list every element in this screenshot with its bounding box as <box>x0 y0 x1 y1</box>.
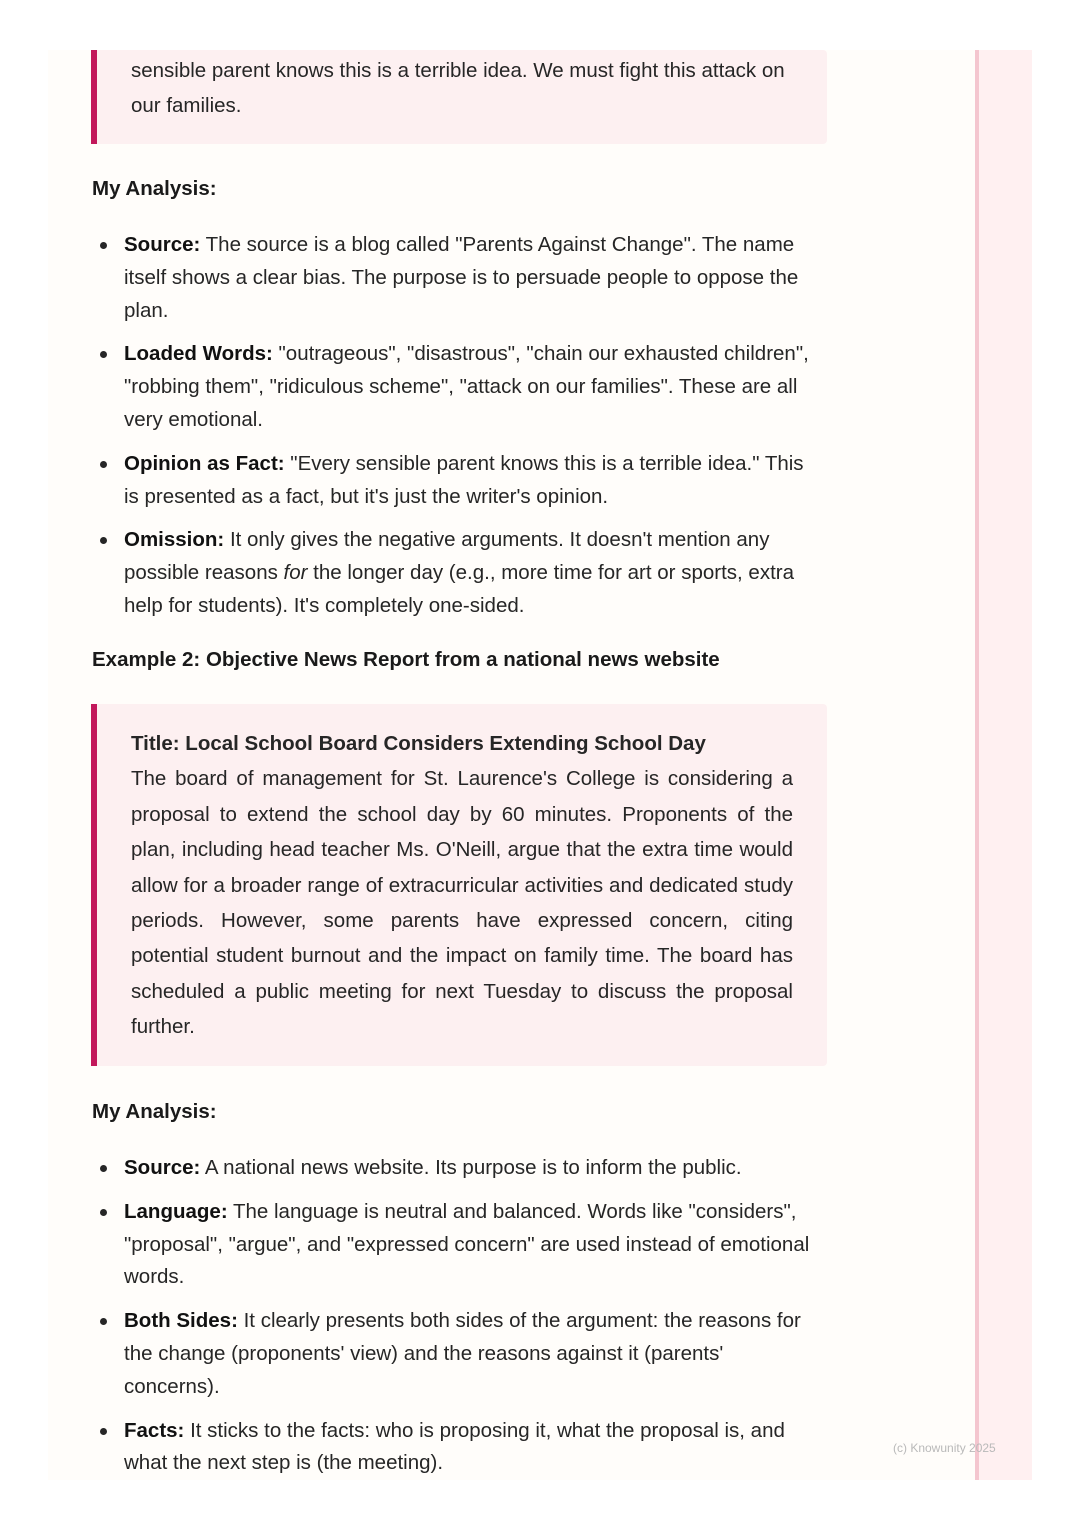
list-item <box>0 338 824 436</box>
side-margin-line <box>975 50 979 1480</box>
quote-block-blog <box>91 50 827 144</box>
watermark: (c) Knowunity 2025 <box>893 1441 996 1455</box>
list-item-term: Source: <box>124 233 201 256</box>
quote-block-news <box>91 704 827 1066</box>
list-item-term: Both Sides: <box>124 1309 238 1333</box>
analysis-heading-2: My Analysis: <box>92 1100 217 1123</box>
list-item-text: It clearly presents both sides of the argument: the reasons for the change (proponents' view) and the reasons against it (parents' concerns). <box>124 1309 801 1398</box>
list-item-text: The language is neutral and balanced. Words like "considers", "proposal", "argue", and "expressed concern" are used instead of emotional words. <box>124 1199 810 1289</box>
list-item-term: Source: <box>124 1156 201 1179</box>
list-item <box>0 524 824 622</box>
list-item-text: It only gives the negative arguments. It doesn't mention any possible reasons <box>124 528 770 585</box>
analysis-heading-1: My Analysis: <box>92 177 217 200</box>
list-item-text: The source is a blog called "Parents Against Change". The name itself shows a clear bias. The purpose is to persuade people to oppose the plan. <box>124 233 799 322</box>
list-item-text: the longer day (e.g., more time for art or sports, extra help for students). It's completely one-sided. <box>124 561 794 617</box>
list-item-emphasis: for <box>283 561 308 585</box>
list-item-text: It sticks to the facts: who is proposing it, what the proposal is, and what the next step is (the meeting). <box>124 1418 785 1475</box>
analysis-list-2 <box>0 1152 824 1491</box>
quote-block-blog-text: sensible parent knows this is a terrible idea. We must fight this attack on our families. <box>131 59 785 118</box>
list-item-term: Omission: <box>124 528 225 552</box>
list-item-term: Facts: <box>124 1418 185 1442</box>
analysis-list-1 <box>0 229 824 634</box>
list-item <box>0 1196 824 1294</box>
list-item <box>0 448 824 514</box>
list-item-term: Language: <box>124 1199 228 1223</box>
list-item <box>0 229 824 327</box>
list-item-text: A national news website. Its purpose is to inform the public. <box>200 1156 742 1179</box>
list-item-term: Opinion as Fact: <box>124 451 285 475</box>
quote-block-news-text: The board of management for St. Laurence's College is considering a proposal to extend the school day by 60 minutes. Proponents of the plan, including head teacher Ms. O'Neill, argue that the extra time would allow for a broader range of extracurricular activities and dedicated study periods. However, some parents have expressed concern, citing potential student burnout and the impact on family time. The board has scheduled a public meeting for next Tuesday to discuss the proposal further. <box>131 767 793 1039</box>
list-item <box>0 1305 824 1403</box>
list-item-text: "outrageous", "disastrous", "chain our exhausted children", "robbing them", "ridiculous scheme", "attack on our families". These are all very emotional. <box>124 342 809 431</box>
list-item-text: "Every sensible parent knows this is a terrible idea." This is presented as a fact, but it's just the writer's opinion. <box>124 451 804 508</box>
quote-block-news-body <box>131 726 793 1045</box>
list-item-term: Loaded Words: <box>124 342 273 366</box>
side-margin-panel <box>975 50 1032 1480</box>
list-item <box>0 1415 824 1481</box>
quote-block-news-title: Title: Local School Board Considers Extending School Day <box>131 732 706 755</box>
list-item <box>0 1152 824 1185</box>
example-2-heading: Example 2: Objective News Report from a national news website <box>92 648 720 671</box>
